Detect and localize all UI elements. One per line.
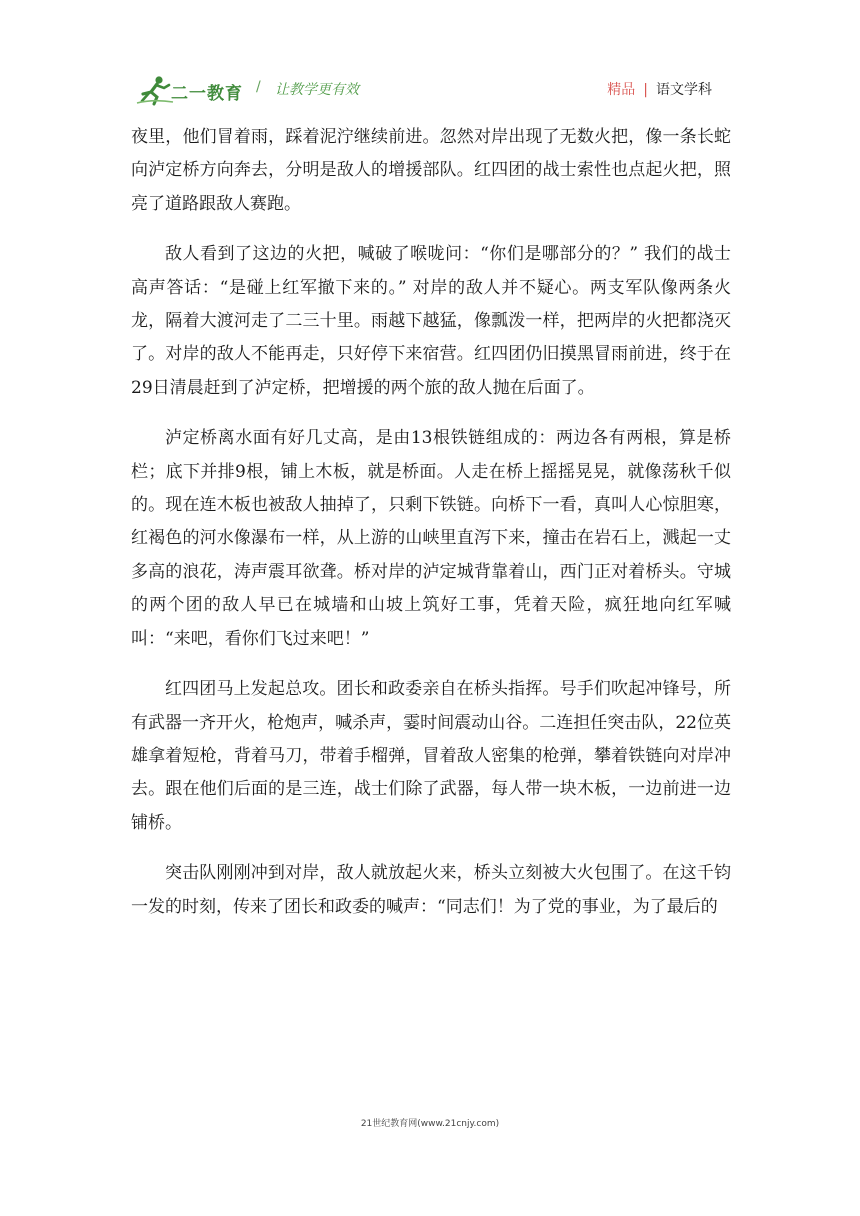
article-body <box>131 121 731 941</box>
slogan-separator: / <box>256 79 261 95</box>
paragraph: 敌人看到了这边的火把，喊破了喉咙问：“你们是哪部分的？” 我们的战士高声答话：“是碰上红军撤下来的。” 对岸的敌人并不疑心。两支军队像两条火龙，隔着大渡河走了二三十里。雨越下越猛，像瓢泼一样，把两岸的火把都浇灭了。对岸的敌人不能再走，只好停下来宿营。红四团仍旧摸黑冒雨前进，终于在29日清晨赶到了泸定桥，把增援的两个旅的敌人抛在后面了。 <box>131 244 731 398</box>
page-header <box>135 70 720 110</box>
subject-label: 语文学科 <box>656 82 712 98</box>
tag-divider: | <box>643 82 648 98</box>
runner-logo-icon <box>135 74 175 106</box>
brand-slogan: 让教学更有效 <box>275 82 359 98</box>
paragraph: 红四团马上发起总攻。团长和政委亲自在桥头指挥。号手们吹起冲锋号，所有武器一齐开火，枪炮声，喊杀声，霎时间震动山谷。二连担任突击队，22位英雄拿着短枪，背着马刀，带着手榴弹，冒着敌人密集的枪弹，攀着铁链向对岸冲去。跟在他们后面的是三连，战士们除了武器，每人带一块木板，一边前进一边铺桥。 <box>131 679 731 833</box>
brand-logo[interactable] <box>135 74 245 106</box>
quality-label: 精品 <box>607 82 636 98</box>
paragraph: 夜里，他们冒着雨，踩着泥泞继续前进。忽然对岸出现了无数火把，像一条长蛇向泸定桥方向奔去，分明是敌人的增援部队。红四团的战士索性也点起火把，照亮了道路跟敌人赛跑。 <box>131 127 731 214</box>
logo-wordmark: 二一教育 <box>171 84 243 104</box>
subject-tag <box>607 79 712 99</box>
paragraph: 泸定桥离水面有好几丈高，是由13根铁链组成的：两边各有两根，算是桥栏；底下并排9根，铺上木板，就是桥面。人走在桥上摇摇晃晃，就像荡秋千似的。现在连木板也被敌人抽掉了，只剩下铁链。向桥下一看，真叫人心惊胆寒，红褐色的河水像瀑布一样，从上游的山峡里直泻下来，撞击在岩石上，溅起一丈多高的浪花，涛声震耳欲聋。桥对岸的泸定城背靠着山，西门正对着桥头。守城的两个团的敌人早已在城墙和山坡上筑好工事，凭着天险，疯狂地向红军喊叫：“来吧，看你们飞过来吧！” <box>131 428 731 649</box>
paragraph: 突击队刚刚冲到对岸，敌人就放起火来，桥头立刻被大火包围了。在这千钧一发的时刻，传来了团长和政委的喊声：“同志们！为了党的事业，为了最后的 <box>131 863 731 917</box>
page-footer[interactable]: 21世纪教育网(www.21cnjy.com) <box>360 1119 500 1129</box>
